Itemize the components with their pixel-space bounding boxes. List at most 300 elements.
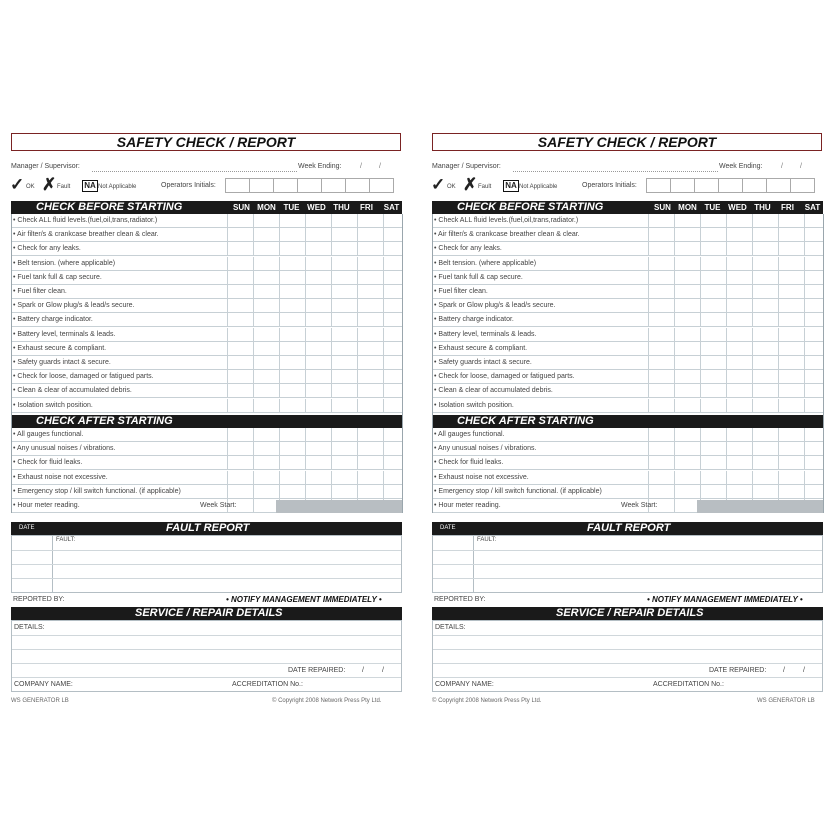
check-cell[interactable] [227, 342, 253, 355]
check-cell[interactable] [726, 214, 752, 227]
check-cell[interactable] [726, 442, 752, 455]
check-cell[interactable] [674, 299, 700, 312]
check-cell[interactable] [674, 285, 700, 298]
check-cell[interactable] [383, 285, 409, 298]
check-cell[interactable] [674, 399, 700, 412]
check-cell[interactable] [648, 299, 674, 312]
check-cell[interactable] [804, 242, 830, 255]
check-cell[interactable] [305, 299, 331, 312]
check-cell[interactable] [804, 370, 830, 383]
check-cell[interactable] [331, 456, 357, 469]
check-cell[interactable] [804, 285, 830, 298]
check-cell[interactable] [648, 271, 674, 284]
check-cell[interactable] [778, 399, 804, 412]
check-cell[interactable] [383, 299, 409, 312]
check-cell[interactable] [227, 485, 253, 498]
day-cells [227, 257, 409, 271]
check-cell[interactable] [752, 242, 778, 255]
check-cell[interactable] [383, 399, 409, 412]
check-cell[interactable] [357, 428, 383, 441]
initials-cell[interactable] [297, 178, 322, 193]
check-cell[interactable] [700, 242, 726, 255]
checklist-row [11, 485, 402, 499]
check-cell[interactable] [279, 370, 305, 383]
check-cell[interactable] [253, 442, 279, 455]
check-cell[interactable] [804, 299, 830, 312]
check-cell[interactable] [253, 370, 279, 383]
check-cell[interactable] [331, 242, 357, 255]
check-cell[interactable] [804, 384, 830, 397]
check-cell[interactable] [674, 342, 700, 355]
check-cell[interactable] [305, 285, 331, 298]
check-cell[interactable] [331, 257, 357, 270]
initials-cell[interactable] [345, 178, 370, 193]
check-cell[interactable] [357, 299, 383, 312]
check-cell[interactable] [357, 442, 383, 455]
check-cell[interactable] [700, 257, 726, 270]
check-cell[interactable] [331, 485, 357, 498]
check-cell[interactable] [726, 257, 752, 270]
check-cell[interactable] [648, 456, 674, 469]
check-cell[interactable] [331, 384, 357, 397]
check-cell[interactable] [804, 228, 830, 241]
check-cell[interactable] [804, 471, 830, 484]
check-cell[interactable] [674, 428, 700, 441]
check-cell[interactable] [752, 342, 778, 355]
check-cell[interactable] [700, 271, 726, 284]
check-cell[interactable] [331, 471, 357, 484]
check-cell[interactable] [778, 214, 804, 227]
check-cell[interactable] [227, 356, 253, 369]
check-cell[interactable] [726, 242, 752, 255]
check-cell[interactable] [778, 370, 804, 383]
manager-label: Manager / Supervisor: [11, 163, 80, 170]
check-cell[interactable] [726, 356, 752, 369]
check-cell[interactable] [674, 313, 700, 326]
check-cell[interactable] [752, 485, 778, 498]
check-cell[interactable] [357, 384, 383, 397]
check-cell[interactable] [700, 313, 726, 326]
check-cell[interactable] [305, 356, 331, 369]
check-cell[interactable] [305, 313, 331, 326]
check-cell[interactable] [331, 228, 357, 241]
manager-field[interactable] [92, 171, 297, 172]
check-cell[interactable] [253, 485, 279, 498]
check-cell[interactable] [305, 328, 331, 341]
check-cell[interactable] [726, 342, 752, 355]
check-cell[interactable] [331, 342, 357, 355]
check-cell[interactable] [383, 456, 409, 469]
check-cell[interactable] [674, 242, 700, 255]
fault-entry-area[interactable] [432, 535, 823, 593]
check-cell[interactable] [674, 328, 700, 341]
check-cell[interactable] [648, 328, 674, 341]
check-cell[interactable] [253, 342, 279, 355]
check-cell[interactable] [279, 271, 305, 284]
check-cell[interactable] [778, 299, 804, 312]
check-cell[interactable] [279, 299, 305, 312]
initials-cell[interactable] [766, 178, 791, 193]
check-cell[interactable] [227, 471, 253, 484]
check-cell[interactable] [700, 370, 726, 383]
check-cell[interactable] [227, 456, 253, 469]
check-cell[interactable] [305, 384, 331, 397]
check-cell[interactable] [778, 228, 804, 241]
check-cell[interactable] [778, 456, 804, 469]
check-cell[interactable] [331, 370, 357, 383]
check-cell[interactable] [700, 399, 726, 412]
check-cell[interactable] [752, 313, 778, 326]
check-cell[interactable] [700, 384, 726, 397]
check-cell[interactable] [648, 370, 674, 383]
check-cell[interactable] [253, 285, 279, 298]
check-cell[interactable] [700, 228, 726, 241]
initials-cell[interactable] [273, 178, 298, 193]
check-cell[interactable] [752, 328, 778, 341]
check-cell[interactable] [804, 313, 830, 326]
check-cell[interactable] [674, 271, 700, 284]
check-cell[interactable] [778, 356, 804, 369]
check-cell[interactable] [227, 313, 253, 326]
check-cell[interactable] [674, 471, 700, 484]
check-cell[interactable] [279, 228, 305, 241]
check-cell[interactable] [383, 442, 409, 455]
check-cell[interactable] [227, 228, 253, 241]
check-cell[interactable] [331, 299, 357, 312]
check-cell[interactable] [331, 214, 357, 227]
check-cell[interactable] [804, 342, 830, 355]
check-cell[interactable] [804, 399, 830, 412]
checklist-item-label: • Check for fluid leaks. [434, 459, 504, 467]
check-cell[interactable] [804, 257, 830, 270]
check-cell[interactable] [253, 384, 279, 397]
check-cell[interactable] [778, 428, 804, 441]
service-details-area[interactable] [432, 620, 823, 692]
check-cell[interactable] [357, 399, 383, 412]
check-cell[interactable] [305, 442, 331, 455]
check-cell[interactable] [648, 313, 674, 326]
checklist-row [432, 485, 823, 499]
check-cell[interactable] [778, 471, 804, 484]
check-cell[interactable] [305, 456, 331, 469]
check-cell[interactable] [648, 242, 674, 255]
check-cell[interactable] [700, 342, 726, 355]
initials-cell[interactable] [790, 178, 815, 193]
check-cell[interactable] [804, 271, 830, 284]
check-cell[interactable] [305, 242, 331, 255]
check-cell[interactable] [674, 370, 700, 383]
check-cell[interactable] [253, 257, 279, 270]
check-cell[interactable] [227, 370, 253, 383]
check-cell[interactable] [804, 328, 830, 341]
check-cell[interactable] [227, 271, 253, 284]
check-cell[interactable] [253, 328, 279, 341]
check-cell[interactable] [700, 485, 726, 498]
check-cell[interactable] [648, 442, 674, 455]
check-cell[interactable] [648, 485, 674, 498]
section-title: FAULT REPORT [587, 522, 671, 534]
check-cell[interactable] [752, 356, 778, 369]
check-cell[interactable] [383, 313, 409, 326]
check-cell[interactable] [305, 271, 331, 284]
check-cell[interactable] [804, 485, 830, 498]
check-cell[interactable] [279, 342, 305, 355]
check-cell[interactable] [227, 214, 253, 227]
check-cell[interactable] [383, 384, 409, 397]
check-cell[interactable] [778, 384, 804, 397]
check-cell[interactable] [752, 428, 778, 441]
check-cell[interactable] [752, 257, 778, 270]
check-cell[interactable] [279, 456, 305, 469]
check-cell[interactable] [357, 285, 383, 298]
check-cell[interactable] [778, 328, 804, 341]
check-cell[interactable] [726, 328, 752, 341]
check-cell[interactable] [279, 485, 305, 498]
check-cell[interactable] [648, 384, 674, 397]
check-cell[interactable] [648, 214, 674, 227]
check-cell[interactable] [778, 313, 804, 326]
check-cell[interactable] [778, 271, 804, 284]
initials-cell[interactable] [225, 178, 250, 193]
check-cell[interactable] [227, 442, 253, 455]
check-cell[interactable] [279, 471, 305, 484]
check-cell[interactable] [726, 285, 752, 298]
check-cell[interactable] [253, 456, 279, 469]
check-cell[interactable] [804, 428, 830, 441]
check-cell[interactable] [253, 299, 279, 312]
check-cell[interactable] [648, 471, 674, 484]
check-cell[interactable] [331, 399, 357, 412]
check-cell[interactable] [674, 257, 700, 270]
check-cell[interactable] [305, 228, 331, 241]
check-cell[interactable] [357, 328, 383, 341]
check-cell[interactable] [279, 328, 305, 341]
check-cell[interactable] [674, 485, 700, 498]
check-cell[interactable] [357, 471, 383, 484]
check-cell[interactable] [726, 456, 752, 469]
ruled-line [433, 663, 822, 664]
check-cell[interactable] [227, 285, 253, 298]
checklist-row [11, 257, 402, 271]
check-cell[interactable] [726, 271, 752, 284]
check-cell[interactable] [674, 228, 700, 241]
check-cell[interactable] [253, 428, 279, 441]
check-cell[interactable] [383, 342, 409, 355]
check-cell[interactable] [726, 384, 752, 397]
check-cell[interactable] [253, 313, 279, 326]
check-cell[interactable] [383, 428, 409, 441]
check-cell[interactable] [227, 328, 253, 341]
check-cell[interactable] [752, 399, 778, 412]
check-cell[interactable] [227, 299, 253, 312]
check-cell[interactable] [279, 313, 305, 326]
check-cell[interactable] [804, 456, 830, 469]
check-cell[interactable] [227, 384, 253, 397]
check-cell[interactable] [305, 214, 331, 227]
check-cell[interactable] [383, 214, 409, 227]
check-cell[interactable] [279, 242, 305, 255]
check-cell[interactable] [752, 214, 778, 227]
checklist-item-label: • Clean & clear of accumulated debris. [13, 387, 132, 395]
check-cell[interactable] [331, 285, 357, 298]
check-cell[interactable] [253, 399, 279, 412]
check-cell[interactable] [778, 442, 804, 455]
check-cell[interactable] [357, 242, 383, 255]
check-cell[interactable] [778, 257, 804, 270]
check-cell[interactable] [752, 228, 778, 241]
check-cell[interactable] [305, 485, 331, 498]
check-cell[interactable] [383, 228, 409, 241]
check-cell[interactable] [279, 285, 305, 298]
check-cell[interactable] [700, 285, 726, 298]
check-cell[interactable] [778, 485, 804, 498]
check-cell[interactable] [752, 271, 778, 284]
check-cell[interactable] [305, 342, 331, 355]
check-cell[interactable] [674, 356, 700, 369]
check-cell[interactable] [253, 242, 279, 255]
check-cell[interactable] [279, 257, 305, 270]
check-cell[interactable] [227, 428, 253, 441]
manager-field[interactable] [513, 171, 718, 172]
check-cell[interactable] [383, 242, 409, 255]
check-cell[interactable] [253, 228, 279, 241]
check-cell[interactable] [305, 370, 331, 383]
check-cell[interactable] [778, 242, 804, 255]
day-header: TUE [283, 203, 300, 212]
check-cell[interactable] [726, 228, 752, 241]
service-details-area[interactable] [11, 620, 402, 692]
check-cell[interactable] [674, 384, 700, 397]
check-cell[interactable] [752, 299, 778, 312]
check-cell[interactable] [357, 456, 383, 469]
check-cell[interactable] [778, 342, 804, 355]
check-cell[interactable] [674, 442, 700, 455]
check-cell[interactable] [752, 370, 778, 383]
check-cell[interactable] [778, 285, 804, 298]
check-cell[interactable] [700, 356, 726, 369]
check-cell[interactable] [227, 399, 253, 412]
initials-cell[interactable] [694, 178, 719, 193]
check-cell[interactable] [700, 299, 726, 312]
initials-cell[interactable] [369, 178, 394, 193]
check-cell[interactable] [279, 356, 305, 369]
check-cell[interactable] [726, 370, 752, 383]
check-cell[interactable] [357, 271, 383, 284]
check-cell[interactable] [648, 399, 674, 412]
check-cell[interactable] [331, 313, 357, 326]
day-cells [648, 228, 830, 242]
check-cell[interactable] [305, 257, 331, 270]
checklist-row [11, 342, 402, 356]
check-cell[interactable] [383, 257, 409, 270]
check-cell[interactable] [383, 356, 409, 369]
check-cell[interactable] [648, 428, 674, 441]
before-starting-header [432, 201, 823, 214]
check-cell[interactable] [279, 214, 305, 227]
check-cell[interactable] [648, 342, 674, 355]
check-cell[interactable] [648, 285, 674, 298]
check-cell[interactable] [357, 342, 383, 355]
check-cell[interactable] [804, 356, 830, 369]
check-cell[interactable] [331, 442, 357, 455]
check-cell[interactable] [726, 428, 752, 441]
check-cell[interactable] [752, 384, 778, 397]
check-cell[interactable] [305, 399, 331, 412]
check-cell[interactable] [253, 356, 279, 369]
check-cell[interactable] [726, 399, 752, 412]
check-cell[interactable] [383, 370, 409, 383]
check-cell[interactable] [305, 471, 331, 484]
check-cell[interactable] [357, 228, 383, 241]
check-cell[interactable] [357, 257, 383, 270]
initials-cell[interactable] [718, 178, 743, 193]
check-cell[interactable] [752, 471, 778, 484]
initials-cell[interactable] [646, 178, 671, 193]
check-cell[interactable] [253, 471, 279, 484]
check-cell[interactable] [357, 214, 383, 227]
check-cell[interactable] [357, 370, 383, 383]
check-cell[interactable] [331, 356, 357, 369]
check-cell[interactable] [700, 456, 726, 469]
check-cell[interactable] [648, 356, 674, 369]
check-cell[interactable] [331, 328, 357, 341]
check-cell[interactable] [726, 471, 752, 484]
check-cell[interactable] [700, 442, 726, 455]
check-cell[interactable] [752, 456, 778, 469]
check-cell[interactable] [383, 471, 409, 484]
check-cell[interactable] [700, 471, 726, 484]
check-cell[interactable] [253, 214, 279, 227]
check-cell[interactable] [726, 485, 752, 498]
check-cell[interactable] [253, 271, 279, 284]
check-cell[interactable] [674, 214, 700, 227]
check-cell[interactable] [804, 214, 830, 227]
initials-cell[interactable] [670, 178, 695, 193]
checklist-row [432, 356, 823, 370]
check-cell[interactable] [752, 442, 778, 455]
check-cell[interactable] [357, 356, 383, 369]
initials-cell[interactable] [249, 178, 274, 193]
check-cell[interactable] [726, 313, 752, 326]
check-cell[interactable] [227, 257, 253, 270]
check-cell[interactable] [674, 456, 700, 469]
initials-cell[interactable] [742, 178, 767, 193]
check-cell[interactable] [331, 271, 357, 284]
fault-entry-area[interactable] [11, 535, 402, 593]
initials-cell[interactable] [321, 178, 346, 193]
check-cell[interactable] [700, 214, 726, 227]
check-cell[interactable] [227, 242, 253, 255]
check-cell[interactable] [700, 428, 726, 441]
check-cell[interactable] [726, 299, 752, 312]
check-cell[interactable] [279, 384, 305, 397]
check-cell[interactable] [752, 285, 778, 298]
check-cell[interactable] [648, 257, 674, 270]
check-cell[interactable] [279, 428, 305, 441]
check-cell[interactable] [357, 485, 383, 498]
check-cell[interactable] [279, 399, 305, 412]
check-cell[interactable] [383, 485, 409, 498]
check-cell[interactable] [804, 442, 830, 455]
check-cell[interactable] [331, 428, 357, 441]
check-cell[interactable] [383, 271, 409, 284]
check-cell[interactable] [383, 328, 409, 341]
check-cell[interactable] [279, 442, 305, 455]
check-cell[interactable] [700, 328, 726, 341]
check-cell[interactable] [648, 228, 674, 241]
check-cell[interactable] [357, 313, 383, 326]
check-cell[interactable] [305, 428, 331, 441]
